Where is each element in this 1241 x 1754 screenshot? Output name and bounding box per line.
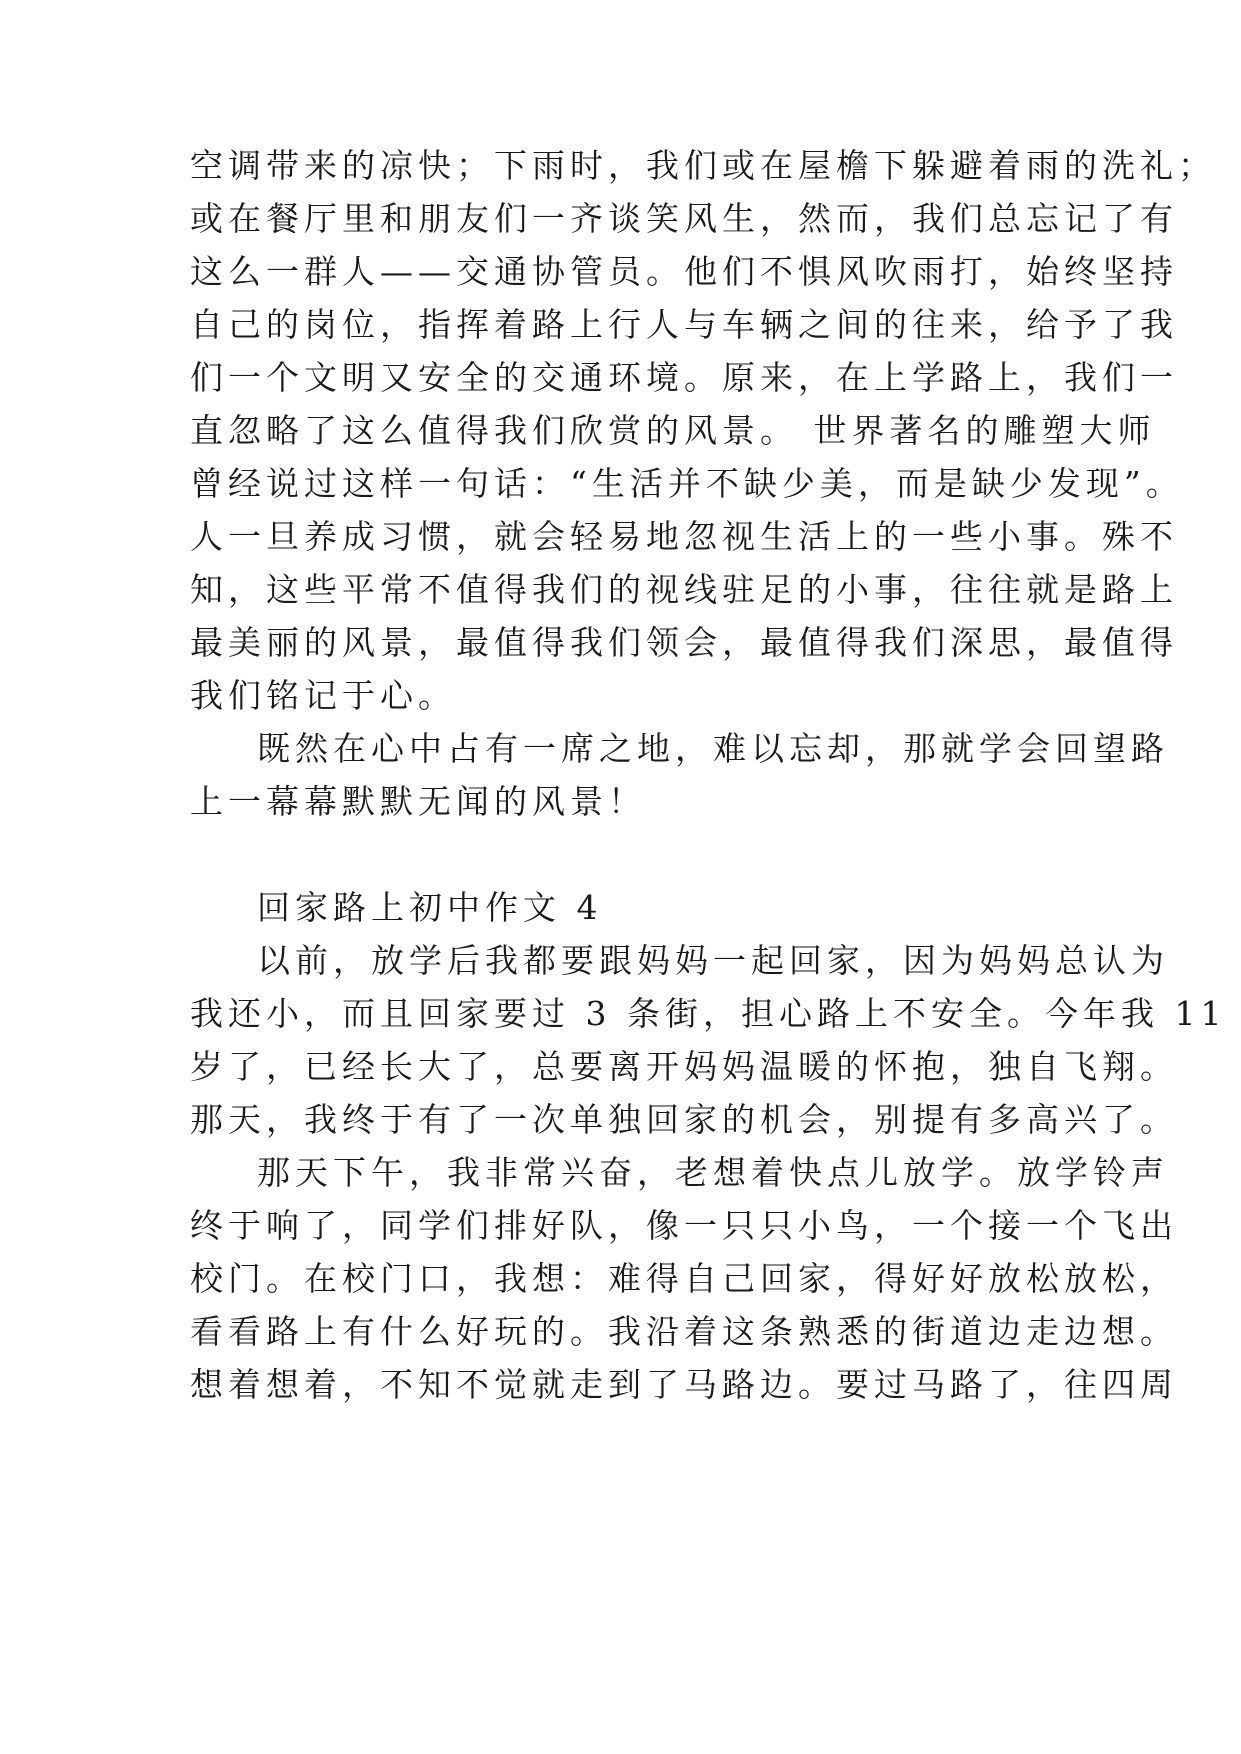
text-line: 或在餐厅里和朋友们一齐谈笑风生，然而，我们总忘记了有 <box>190 199 1178 238</box>
text-line: 终于响了，同学们排好队，像一只只小鸟，一个接一个飞出 <box>190 1206 1178 1245</box>
text-line: 最美丽的风景，最值得我们领会，最值得我们深思，最值得 <box>190 623 1178 662</box>
text-line: 我还小，而且回家要过 3 条街，担心路上不安全。今年我 11 <box>190 994 1227 1033</box>
text-line: 我们铭记于心。 <box>190 676 456 715</box>
text-line: 那天，我终于有了一次单独回家的机会，别提有多高兴了。 <box>190 1100 1178 1139</box>
text-line: 人一旦养成习惯，就会轻易地忽视生活上的一些小事。殊不 <box>190 517 1178 556</box>
text-line: 既然在心中占有一席之地，难以忘却，那就学会回望路 <box>257 729 1169 768</box>
text-line: 校门。在校门口，我想：难得自己回家，得好好放松放松， <box>190 1259 1178 1298</box>
text-line: 曾经说过这样一句话：“生活并不缺少美，而是缺少发现”。 <box>190 464 1184 503</box>
section-heading: 回家路上初中作文 4 <box>257 888 603 927</box>
text-line: 直忽略了这么值得我们欣赏的风景。 世界著名的雕塑大师 <box>190 411 1156 450</box>
text-line: 想着想着，不知不觉就走到了马路边。要过马路了，往四周 <box>190 1365 1178 1404</box>
text-line: 这么一群人——交通协管员。他们不惧风吹雨打，始终坚持 <box>190 252 1178 291</box>
text-line: 那天下午，我非常兴奋，老想着快点儿放学。放学铃声 <box>257 1153 1169 1192</box>
text-line: 岁了，已经长大了，总要离开妈妈温暖的怀抱，独自飞翔。 <box>190 1047 1178 1086</box>
text-line: 上一幕幕默默无闻的风景！ <box>190 782 646 821</box>
text-line: 自己的岗位，指挥着路上行人与车辆之间的往来，给予了我 <box>190 305 1178 344</box>
text-line: 们一个文明又安全的交通环境。原来，在上学路上，我们一 <box>190 358 1178 397</box>
text-line: 空调带来的凉快；下雨时，我们或在屋檐下躲避着雨的洗礼； <box>190 146 1216 185</box>
text-line: 知，这些平常不值得我们的视线驻足的小事，往往就是路上 <box>190 570 1178 609</box>
text-line: 以前，放学后我都要跟妈妈一起回家，因为妈妈总认为 <box>257 941 1169 980</box>
text-line: 看看路上有什么好玩的。我沿着这条熟悉的街道边走边想。 <box>190 1312 1178 1351</box>
